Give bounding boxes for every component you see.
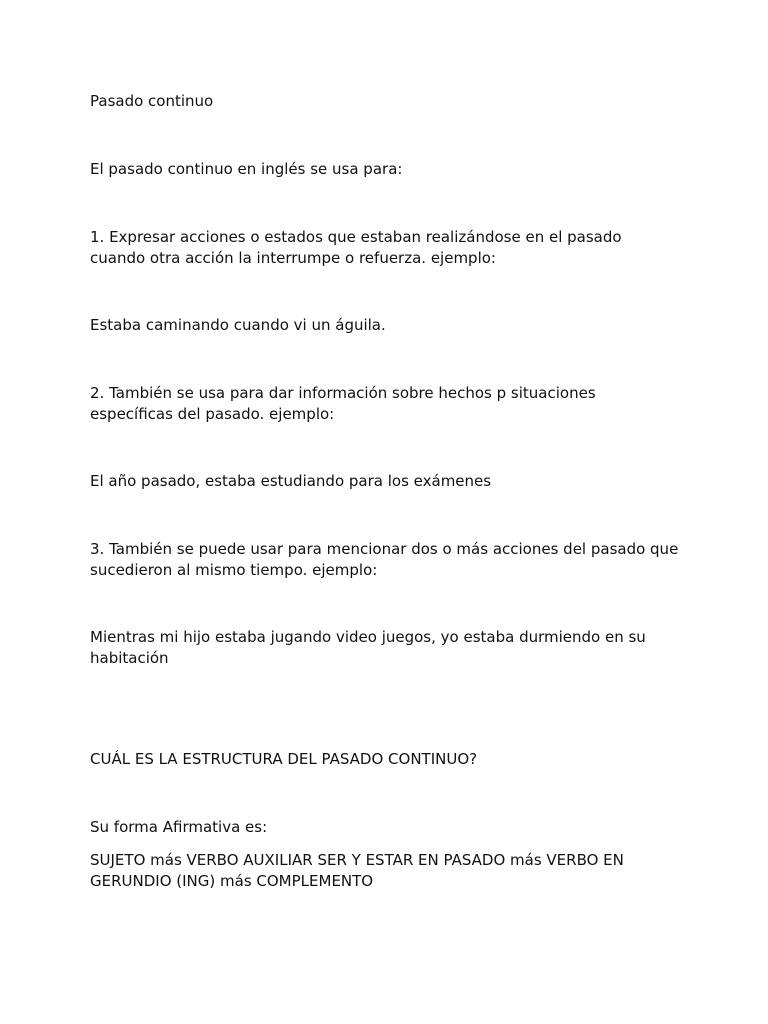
document-title: Pasado continuo [90,92,214,110]
example-2-paragraph: El año pasado, estaba estudiando para los exámenes [90,472,492,490]
point-1-paragraph: 1. Expresar acciones o estados que estaban realizándose en el pasado cuando otra acción la interrumpe o refuerza. ejemplo: [90,228,622,267]
affirmative-formula: SUJETO más VERBO AUXILIAR SER Y ESTAR EN PASADO más VERBO EN GERUNDIO (ING) más COMPLEMENTO [90,851,624,890]
example-3-paragraph: Mientras mi hijo estaba jugando video juegos, yo estaba durmiendo en su habitación [90,628,646,667]
point-2-paragraph: 2. También se usa para dar información sobre hechos p situaciones específicas del pasado. ejemplo: [90,384,596,423]
structure-question-heading: CUÁL ES LA ESTRUCTURA DEL PASADO CONTINUO? [90,750,478,768]
affirmative-label: Su forma Afirmativa es: [90,818,268,836]
example-1-paragraph: Estaba caminando cuando vi un águila. [90,316,386,334]
intro-paragraph: El pasado continuo en inglés se usa para: [90,160,403,178]
point-3-paragraph: 3. También se puede usar para mencionar dos o más acciones del pasado que sucedieron al mismo tiempo. ejemplo: [90,540,679,579]
